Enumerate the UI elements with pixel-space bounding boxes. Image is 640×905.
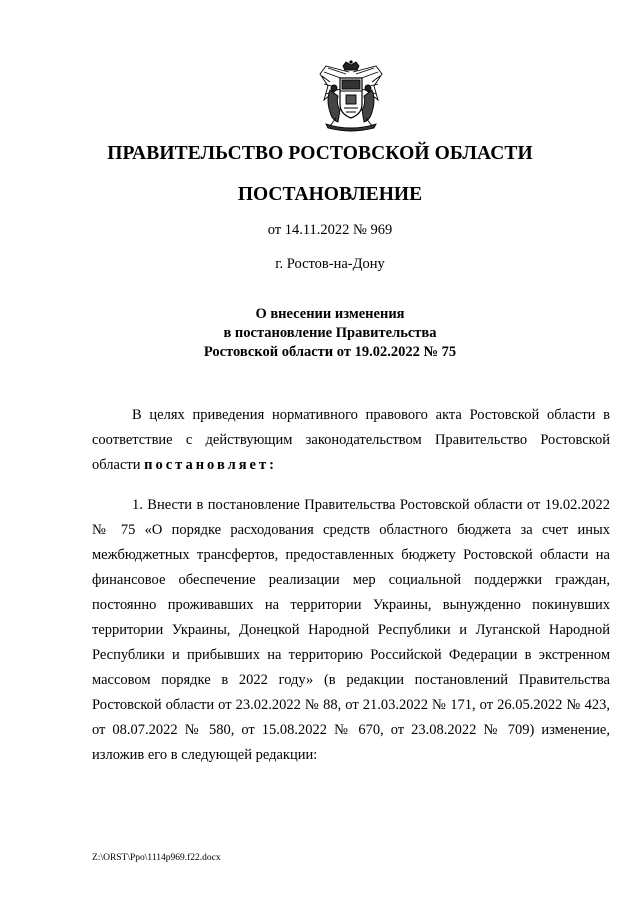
subject-line-3: Ростовской области от 19.02.2022 № 75	[203, 344, 457, 360]
preamble-paragraph	[92, 403, 610, 478]
subject-line-2: в постановление Правительства	[223, 325, 437, 341]
document-date-number: от 14.11.2022 № 969	[267, 222, 393, 238]
preamble-keyword: постановляет:	[144, 457, 277, 473]
rostov-oblast-coat-of-arms-icon	[316, 60, 386, 132]
file-path-footer: Z:\ORST\Ppo\1114p969.f22.docx	[92, 853, 221, 863]
organization-title: ПРАВИТЕЛЬСТВО РОСТОВСКОЙ ОБЛАСТИ	[107, 143, 533, 164]
document-type: ПОСТАНОВЛЕНИЕ	[237, 184, 423, 205]
item-1-paragraph	[92, 493, 610, 768]
subject-line-1: О внесении изменения	[255, 306, 405, 322]
preamble-text: В целях приведения нормативного правового акта Ростовской области в соответствие с действующим законодательством Правительство Ростовской области	[92, 407, 610, 473]
document-city: г. Ростов-на-Дону	[275, 256, 385, 272]
item-1-text: 1. Внести в постановление Правительства Ростовской области от 19.02.2022 № 75 «О порядке расходования средств областного бюджета за счет иных межбюджетных трансфертов, предоставленных бюджету Ростовской области на финансовое обеспечение реализации мер социальной поддержки граждан, постоянно проживавших на территории Украины, вынужденно покинувших территории Украины, Донецкой Народной Республики и Луганской Народной Республики и прибывших на территорию Российской Федерации в экстренном массовом порядке в 2022 году» (в редакции постановлений Правительства Ростовской области от 23.02.2022 № 88, от 21.03.2022 № 171, от 26.05.2022 № 423, от 08.07.2022 № 580, от 15.08.2022 № 670, от 23.08.2022 № 709) изменение, изложив его в следующей редакции:	[92, 497, 610, 763]
document-subject	[10, 305, 640, 362]
